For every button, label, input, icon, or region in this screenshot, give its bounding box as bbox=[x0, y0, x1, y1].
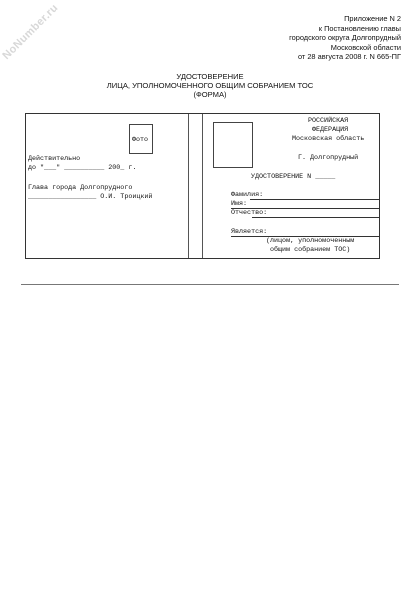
head-title: Глава города Долгопрудного bbox=[28, 184, 133, 192]
name-label: Имя: bbox=[231, 200, 248, 208]
photo-box-left bbox=[129, 124, 153, 154]
valid-label: Действительно bbox=[28, 155, 81, 163]
appendix-line: городского округа Долгопрудный bbox=[289, 33, 401, 43]
fold-line-left bbox=[188, 114, 189, 258]
watermark: NoNumber.ru bbox=[0, 1, 61, 63]
surname-line bbox=[250, 199, 380, 200]
is-label: Является: bbox=[231, 228, 268, 236]
patronymic-label: Отчество: bbox=[231, 209, 268, 217]
bottom-divider bbox=[21, 284, 399, 285]
country-line2: ФЕДЕРАЦИЯ bbox=[312, 126, 349, 134]
appendix-line: от 28 августа 2008 г. N 665-ПГ bbox=[297, 52, 401, 62]
certificate-form bbox=[25, 113, 380, 259]
role-caption-line1: (лицом, уполномоченным bbox=[266, 237, 355, 245]
surname-label: Фамилия: bbox=[231, 191, 264, 199]
cert-number: УДОСТОВЕРЕНИЕ N _____ bbox=[251, 173, 336, 181]
patronymic-line bbox=[252, 217, 380, 218]
appendix-header bbox=[289, 14, 401, 62]
photo-label: Фото bbox=[132, 136, 149, 144]
appendix-line: Московской области bbox=[330, 42, 401, 52]
head-signature: _________________ О.И. Троицкий bbox=[28, 193, 153, 201]
city: Г. Долгопрудный bbox=[298, 154, 359, 162]
title-line: ЛИЦА, УПОЛНОМОЧЕННОГО ОБЩИМ СОБРАНИЕМ ТОС bbox=[106, 81, 314, 91]
photo-box-right bbox=[213, 122, 253, 168]
title-line: УДОСТОВЕРЕНИЕ bbox=[176, 72, 244, 81]
role-caption-line2: общим собранием ТОС) bbox=[270, 246, 351, 254]
region: Московская область bbox=[292, 135, 365, 143]
fold-line-right bbox=[202, 114, 203, 258]
valid-until: до "___" __________ 200_ г. bbox=[28, 164, 137, 172]
title-line: (ФОРМА) bbox=[193, 90, 227, 100]
country-line1: РОССИЙСКАЯ bbox=[308, 117, 349, 125]
appendix-line: к Постановлению главы bbox=[318, 23, 401, 33]
appendix-line: Приложение N 2 bbox=[344, 14, 401, 23]
document-title bbox=[0, 72, 420, 100]
